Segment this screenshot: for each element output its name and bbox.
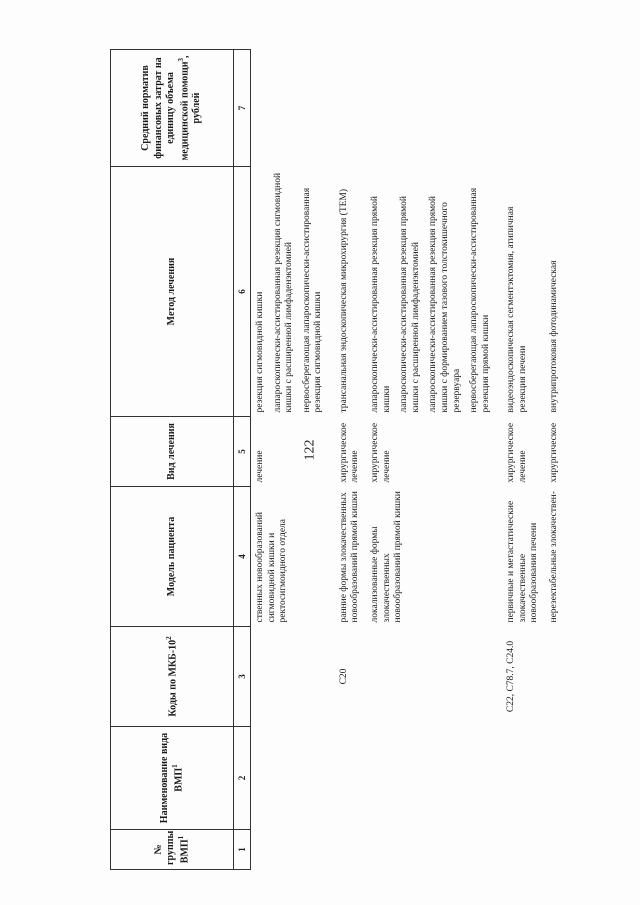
cell-model: локализованные формы злокачественных новообразований прямой кишки <box>370 491 404 623</box>
table-row <box>545 50 571 870</box>
table-row <box>366 50 502 870</box>
cell-methods <box>502 167 545 417</box>
method-item: резекция сигмовидной кишки <box>255 291 265 413</box>
cell-codes <box>251 627 335 727</box>
method-item: внутрипротоковая фотодинамическая <box>548 260 559 413</box>
column-number: 5 <box>234 417 251 487</box>
header-vmp-name: Наименование вида ВМП$^1$ <box>111 727 234 830</box>
rotated-table-container <box>110 50 630 870</box>
method-item: видеоэндоскопическая сегментэктомия, атипичная резекция печени <box>506 206 528 413</box>
table-frame <box>110 50 630 870</box>
cell-model: нерезектабельные злокачествен- <box>548 491 559 623</box>
cell-cost <box>251 50 335 167</box>
cell-treatment: лечение <box>255 450 265 483</box>
method-item: лапароскопически-ассистированная резекция сигмовидной кишки с расширенной лимфаденэктомией <box>272 172 295 413</box>
cell-cost <box>366 50 502 167</box>
cell-vmp-name <box>335 727 366 830</box>
cell-group <box>545 830 571 870</box>
method-item: нервосберегающая лапароскопически-ассистированная резекция прямой кишки <box>469 187 491 413</box>
cell-vmp-name <box>366 727 502 830</box>
cell-model: ственных новообразований сигмовидной кишки и ректосигмоидного отдела <box>255 511 289 623</box>
cell-methods <box>545 167 571 417</box>
method-item: лапароскопически-ассистированная резекция прямой кишки с расширенной лимфаденэктомией <box>399 196 421 413</box>
cell-cost <box>545 50 571 167</box>
cell-methods <box>335 167 366 417</box>
cell-codes <box>366 627 502 727</box>
column-number: 3 <box>234 627 251 727</box>
column-number: 1 <box>234 830 251 870</box>
column-number: 7 <box>234 50 251 167</box>
cell-treatment: хирургическое <box>548 422 559 483</box>
method-item: трансанальная эндоскопическая микрохирургия (ТЕМ) <box>338 188 349 413</box>
cell-group <box>366 830 502 870</box>
cell-treatment: хирургическое лечение <box>370 422 392 483</box>
header-patient-model: Модель пациента <box>111 487 234 627</box>
table-row <box>251 50 335 870</box>
method-item: лапароскопически-ассистированная резекция прямой кишки <box>370 196 392 413</box>
cell-cost <box>502 50 545 167</box>
header-group-number: № группы ВМП$^1$ <box>111 830 234 870</box>
method-item: нервосберегающая лапароскопически-ассистированная резекция сигмовидной кишки <box>301 187 324 413</box>
header-cost: Средний норматив финансовых затрат на единицу объема медицинской помощи$^3$, рублей <box>111 50 234 167</box>
method-item: лапароскопически-ассистированная резекция прямой кишки с формированием тазового толстокишечного резервуара <box>428 196 462 413</box>
header-treatment-method: Метод лечения <box>111 167 234 417</box>
cell-codes <box>545 627 571 727</box>
vmp-table <box>110 49 571 870</box>
cell-group <box>335 830 366 870</box>
column-number-row <box>234 50 251 870</box>
table-row <box>335 50 366 870</box>
cell-vmp-name <box>502 727 545 830</box>
cell-model: ранние формы злокачественных новообразований прямой кишки <box>338 491 361 623</box>
header-row <box>111 50 234 870</box>
column-number: 2 <box>234 727 251 830</box>
cell-vmp-name <box>251 727 335 830</box>
page-number: 122 <box>302 439 318 461</box>
cell-codes: C22, C78.7, C24.0 <box>506 640 517 713</box>
cell-vmp-name <box>545 727 571 830</box>
column-number: 4 <box>234 487 251 627</box>
header-treatment-type: Вид лечения <box>111 417 234 487</box>
cell-methods <box>251 167 335 417</box>
cell-treatment: хирургическое лечение <box>506 422 528 483</box>
cell-group <box>502 830 545 870</box>
table-row <box>502 50 545 870</box>
header-icd-codes: Коды по МКБ-$10^2$ <box>111 627 234 727</box>
cell-methods <box>366 167 502 417</box>
cell-treatment: хирургическое лечение <box>338 422 361 483</box>
column-number: 6 <box>234 167 251 417</box>
cell-cost <box>335 50 366 167</box>
cell-group <box>251 830 335 870</box>
cell-model: первичные и метастатические злокачественные новообразования печени <box>506 500 540 623</box>
cell-codes: C20 <box>338 668 349 685</box>
